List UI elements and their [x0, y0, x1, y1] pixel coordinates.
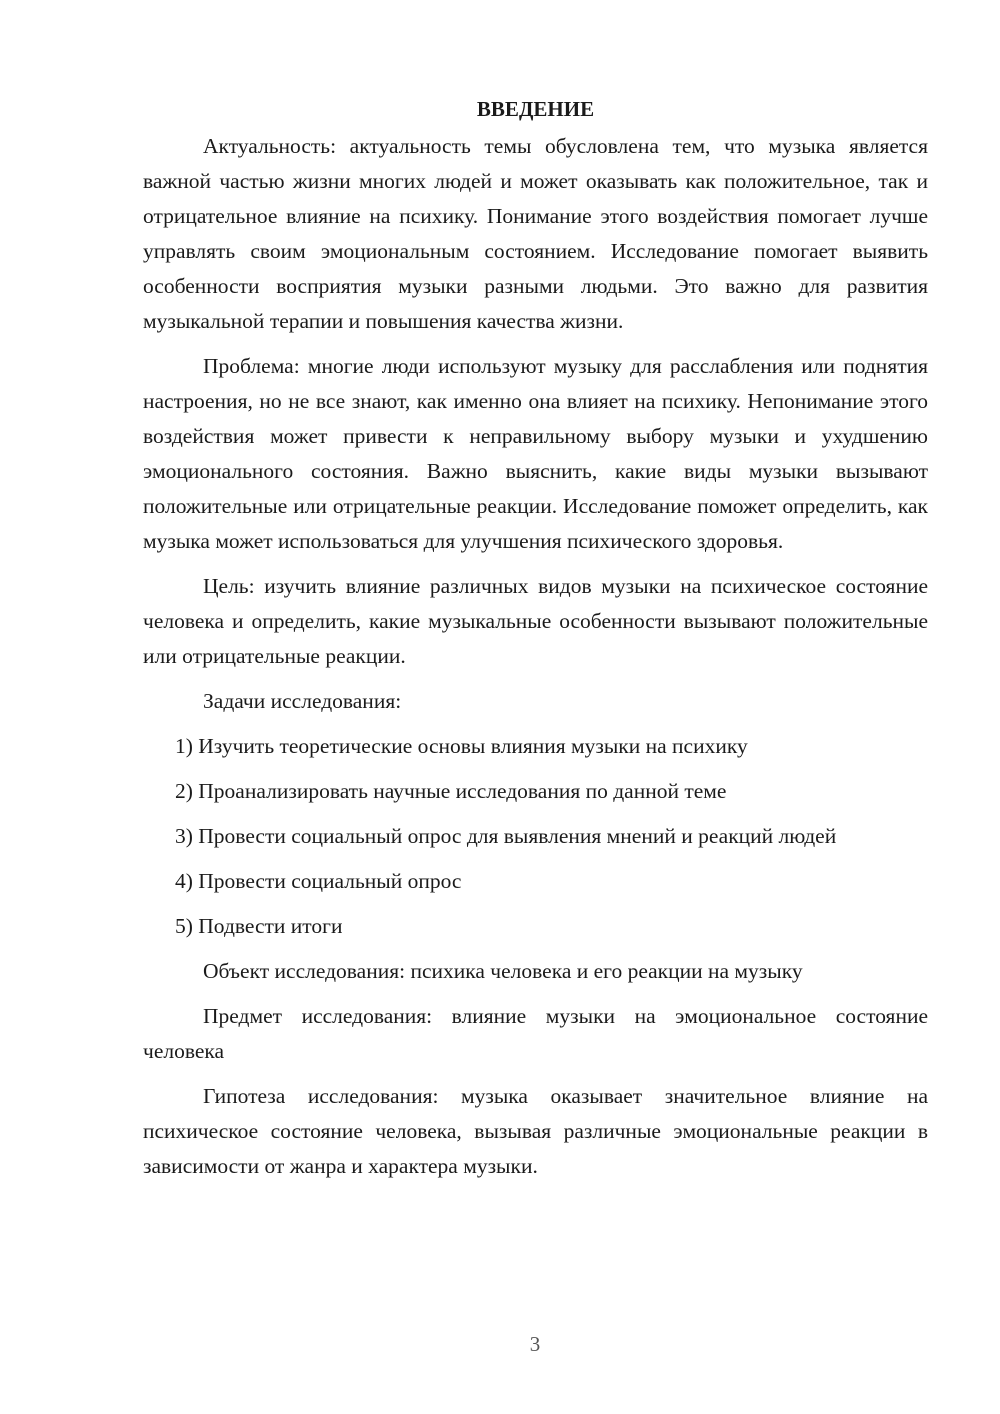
document-page — [143, 92, 928, 1194]
paragraph-hypothesis: Гипотеза исследования: музыка оказывает значительное влияние на психическое состояние человека, вызывая различные эмоциональные реакции в зависимости от жанра и характера музыки. — [143, 1084, 928, 1178]
list-item: 1) Изучить теоретические основы влияния музыки на психику — [175, 734, 748, 758]
tasks-list — [143, 729, 928, 944]
list-item: 5) Подвести итоги — [175, 914, 343, 938]
paragraph-goal: Цель: изучить влияние различных видов музыки на психическое состояние человека и определить, какие музыкальные особенности вызывают положительные или отрицательные реакции. — [143, 574, 928, 668]
paragraph-subject: Предмет исследования: влияние музыки на эмоциональное состояние человека — [143, 1004, 928, 1063]
list-item: 2) Проанализировать научные исследования по данной теме — [175, 779, 727, 803]
page-number: 3 — [529, 1332, 541, 1356]
paragraph-object: Объект исследования: психика человека и его реакции на музыку — [203, 959, 803, 983]
paragraph-problem: Проблема: многие люди используют музыку для расслабления или поднятия настроения, но не все знают, как именно она влияет на психику. Непонимание этого воздействия может привести к неправильному выбору музыки и ухудшению эмоционального состояния. Важно выяснить, какие виды музыки вызывают положительные или отрицательные реакции. Исследование поможет определить, как музыка может использоваться для улучшения психического здоровья. — [143, 354, 928, 553]
page-title: ВВЕДЕНИЕ — [476, 97, 595, 121]
tasks-heading: Задачи исследования: — [203, 689, 402, 713]
paragraph-relevance: Актуальность: актуальность темы обусловлена тем, что музыка является важной частью жизни многих людей и может оказывать как положительное, так и отрицательное влияние на психику. Понимание этого воздействия помогает лучше управлять своим эмоциональным состоянием. Исследование помогает выявить особенности восприятия музыки разными людьми. Это важно для развития музыкальной терапии и повышения качества жизни. — [143, 134, 928, 333]
list-item: 4) Провести социальный опрос — [175, 869, 462, 893]
list-item: 3) Провести социальный опрос для выявления мнений и реакций людей — [175, 824, 837, 848]
